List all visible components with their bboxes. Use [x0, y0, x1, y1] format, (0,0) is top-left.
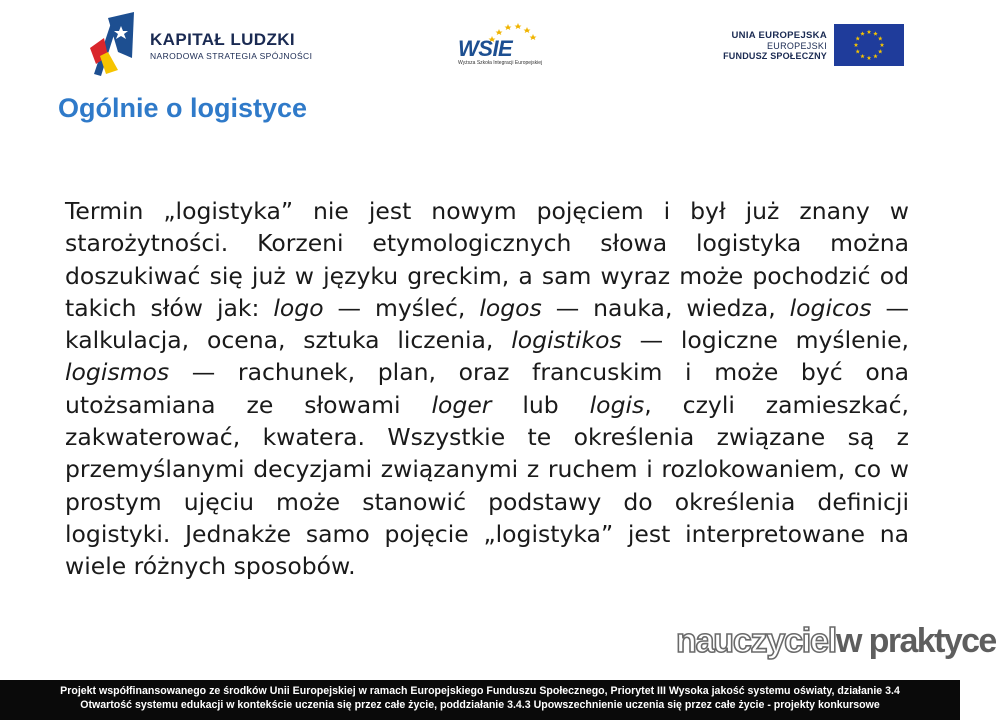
- footer: [0, 680, 960, 720]
- footer-line2: Otwartość systemu edukacji w kontekście uczenia się przez całe życie, poddziałanie 3.4.3 Upowszechnienie uczenia się przez całe życie - projekty konkursowe: [80, 699, 880, 711]
- body-text-segment: — logiczne myślenie,: [621, 326, 909, 355]
- body-text-segment: , czyli zamieszkać, zakwaterować, kwatera. Wszystkie te określenia związane są z przemyślanymi decyzjami związanymi z ruchem i rozlokowaniem, co w prostym ujęciu może stanowić podstawy do określenia definicji logistyki. Jednakże samo pojęcie „logistyka” jest interpretowane na wiele różnych sposobów.: [65, 390, 909, 581]
- body-text-segment: — rachunek, plan, oraz francuskim i może być ona utożsamiana ze słowami: [65, 358, 909, 419]
- italic-term: logicos: [789, 293, 872, 322]
- header: [0, 0, 960, 80]
- brand-part1: nauczyciel: [676, 622, 836, 660]
- body-text-segment: — kalkulacja, ocena, sztuka liczenia,: [65, 293, 909, 355]
- body-text-segment: lub: [491, 390, 590, 419]
- eu-line2: EUROPEJSKI: [766, 41, 827, 51]
- eu-line3: FUNDUSZ SPOŁECZNY: [723, 51, 827, 61]
- page-title: Ogólnie o logistyce: [58, 93, 308, 123]
- body-text-segment: — nauka, wiedza,: [541, 293, 790, 322]
- nauczyciel-w-praktyce-logo: [676, 622, 996, 670]
- brand-part2: w praktyce: [835, 622, 996, 660]
- kapital-ludzki-text: [150, 31, 312, 61]
- wsie-subtitle: Wyższa Szkoła Integracji Europejskiej: [458, 60, 543, 66]
- kapital-ludzki-emblem-icon: [88, 12, 136, 78]
- italic-term: loger: [431, 390, 492, 419]
- kapital-ludzki-subtitle: NARODOWA STRATEGIA SPÓJNOŚCI: [150, 51, 313, 61]
- italic-term: logo: [273, 293, 324, 322]
- body-text-segment: — myśleć,: [323, 293, 480, 322]
- kapital-ludzki-title: KAPITAŁ LUDZKI: [150, 30, 296, 49]
- footer-line1: Projekt współfinansowanego ze środków Unii Europejskiej w ramach Europejskiego Funduszu Społecznego, Priorytet III Wysoka jakość systemu oświaty, działanie 3.4: [60, 685, 900, 697]
- italic-term: logistikos: [511, 326, 622, 355]
- eu-line1: UNIA EUROPEJSKA: [731, 30, 827, 41]
- italic-term: logis: [589, 390, 645, 419]
- wsie-title: WSIE: [458, 36, 513, 61]
- body-text-segment: Termin „logistyka” nie jest nowym pojęciem i był już znany w starożytności. Korzeni etymologicznych słowa logistyka można doszukiwać się już w języku greckim, a sam wyraz może pochodzić od takich słów jak:: [65, 197, 909, 322]
- wsie-logo: [458, 22, 543, 66]
- eu-text: [717, 30, 827, 61]
- eu-flag-icon: [834, 24, 904, 66]
- italic-term: logismos: [65, 358, 170, 387]
- italic-term: logos: [479, 293, 542, 322]
- body-paragraph: [65, 195, 909, 583]
